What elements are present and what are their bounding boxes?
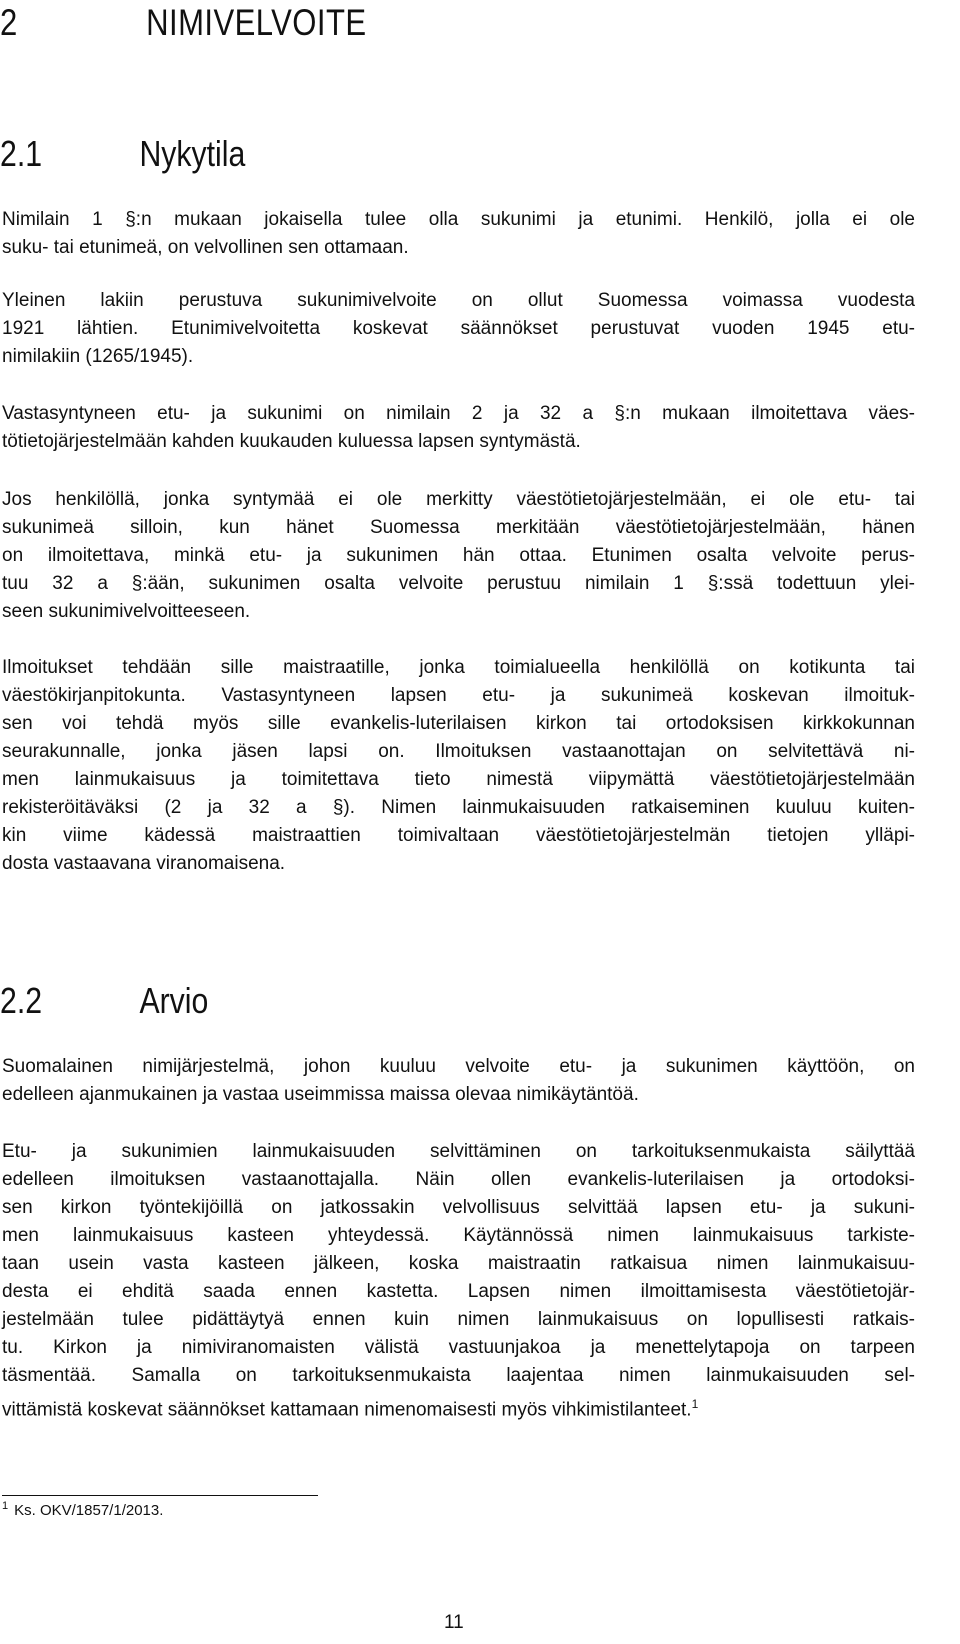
text-line: sukunimeä silloin, kun hänet Suomessa merkitään väestötietojärjestelmään, hänen: [2, 517, 915, 538]
subsection-number: 2.1: [0, 133, 43, 174]
text-line: sen voi tehdä myös sille evankelis-luterilaisen kirkon tai ortodoksisen kirkkokunnan: [2, 713, 915, 734]
section-title: NIMIVELVOITE: [146, 2, 367, 43]
text-line: men lainmukaisuus ja toimitettava tieto nimestä viipymättä väestötietojärjestelmään: [2, 769, 915, 790]
text-line: edelleen ajanmukainen ja vastaa useimmissa maissa olevaa nimikäytäntöä.: [2, 1084, 639, 1105]
text-line: dosta vastaavana viranomaisena.: [2, 853, 286, 874]
subsection-title: Nykytila: [139, 133, 246, 174]
text-line: Yleinen lakiin perustuva sukunimivelvoite on ollut Suomessa voimassa vuodesta: [2, 290, 915, 311]
subsection-heading: [0, 133, 245, 175]
paragraph: [2, 287, 915, 371]
text-line: tötietojärjestelmään kahden kuukauden kuluessa lapsen syntymästä.: [2, 431, 581, 452]
text-line: Vastasyntyneen etu- ja sukunimi on nimilain 2 ja 32 a §:n mukaan ilmoitettava väes-: [2, 403, 915, 424]
paragraph: [2, 206, 915, 262]
text-line: desta ei ehditä saada ennen kastetta. Lapsen nimen ilmoittamisesta väestötietojär-: [2, 1281, 915, 1302]
text-line: Etu- ja sukunimien lainmukaisuuden selvittäminen on tarkoituksenmukaista säilyttää: [2, 1141, 915, 1162]
text-line: sen kirkon työntekijöillä on jatkossakin velvollisuus selvittää lapsen etu- ja sukuni-: [2, 1197, 915, 1218]
text-line: Suomalainen nimijärjestelmä, johon kuuluu velvoite etu- ja sukunimen käyttöön, on: [2, 1056, 915, 1077]
text-line: edelleen ilmoituksen vastaanottajalla. Näin ollen evankelis-luterilaisen ja ortodoksi-: [2, 1169, 915, 1190]
paragraph: [2, 654, 915, 878]
text-line-content: vittämistä koskevat säännökset kattamaan nimenomaisesti myös vihkimistilanteet.: [2, 1399, 692, 1421]
subsection-heading: [0, 980, 208, 1022]
text-line: nimilakiin (1265/1945).: [2, 346, 194, 367]
text-line: [2, 1390, 915, 1424]
subsection-number: 2.2: [0, 980, 43, 1021]
footnote-reference[interactable]: 1: [691, 1397, 699, 1411]
text-line: on ilmoitettava, minkä etu- ja sukunimen hän ottaa. Etunimen osalta velvoite perus-: [2, 545, 915, 566]
subsection-title: Arvio: [139, 980, 209, 1021]
text-line: rekisteröitäväksi (2 ja 32 a §). Nimen lainmukaisuuden ratkaiseminen kuuluu kuiten-: [2, 797, 915, 818]
section-number: 2: [0, 2, 18, 43]
text-line: Nimilain 1 §:n mukaan jokaisella tulee olla sukunimi ja etunimi. Henkilö, jolla ei ole: [2, 209, 915, 230]
text-line: täsmentää. Samalla on tarkoituksenmukaista laajentaa nimen lainmukaisuuden sel-: [2, 1365, 915, 1386]
paragraph: [2, 400, 915, 456]
text-line: Ilmoitukset tehdään sille maistraatille, jonka toimialueella henkilöllä on kotikunta tai: [2, 657, 915, 678]
text-line: jestelmään tulee pidättäytyä ennen kuin nimen lainmukaisuus on lopullisesti ratkais-: [2, 1309, 915, 1330]
paragraph: [2, 486, 915, 626]
text-line: suku- tai etunimeä, on velvollinen sen ottamaan.: [2, 237, 409, 258]
footnote-marker: 1: [2, 1500, 9, 1512]
text-line: tuu 32 a §:ään, sukunimen osalta velvoite perustuu nimilain 1 §:ssä todettuun ylei-: [2, 573, 915, 594]
section-heading: [0, 2, 367, 44]
text-line: 1921 lähtien. Etunimivelvoitetta koskevat säännökset perustuvat vuoden 1945 etu-: [2, 318, 915, 339]
text-line: men lainmukaisuus kasteen yhteydessä. Käytännössä nimen lainmukaisuus tarkiste-: [2, 1225, 915, 1246]
text-line: tu. Kirkon ja nimiviranomaisten välistä vastuunjakoa ja menettelytapoja on tarpeen: [2, 1337, 915, 1358]
paragraph: [2, 1138, 915, 1424]
footnote-text: Ks. OKV/1857/1/2013.: [14, 1502, 164, 1519]
paragraph: [2, 1053, 915, 1109]
text-line: seen sukunimivelvoitteeseen.: [2, 601, 251, 622]
footnote: [2, 1500, 163, 1519]
text-line: seurakunnalle, jonka jäsen lapsi on. Ilmoituksen vastaanottajan on selvitettävä ni-: [2, 741, 915, 762]
text-line: väestökirjanpitokunta. Vastasyntyneen lapsen etu- ja sukunimeä koskevan ilmoituk-: [2, 685, 915, 706]
text-line: kin viime kädessä maistraattien toimivaltaan väestötietojärjestelmän tietojen ylläpi-: [2, 825, 915, 846]
footnote-separator: [2, 1495, 318, 1496]
page-number: 11: [444, 1612, 464, 1633]
text-line: Jos henkilöllä, jonka syntymää ei ole merkitty väestötietojärjestelmään, ei ole etu- tai: [2, 489, 915, 510]
text-line: taan usein vasta kasteen jälkeen, koska maistraatin ratkaisua nimen lainmukaisuu-: [2, 1253, 915, 1274]
